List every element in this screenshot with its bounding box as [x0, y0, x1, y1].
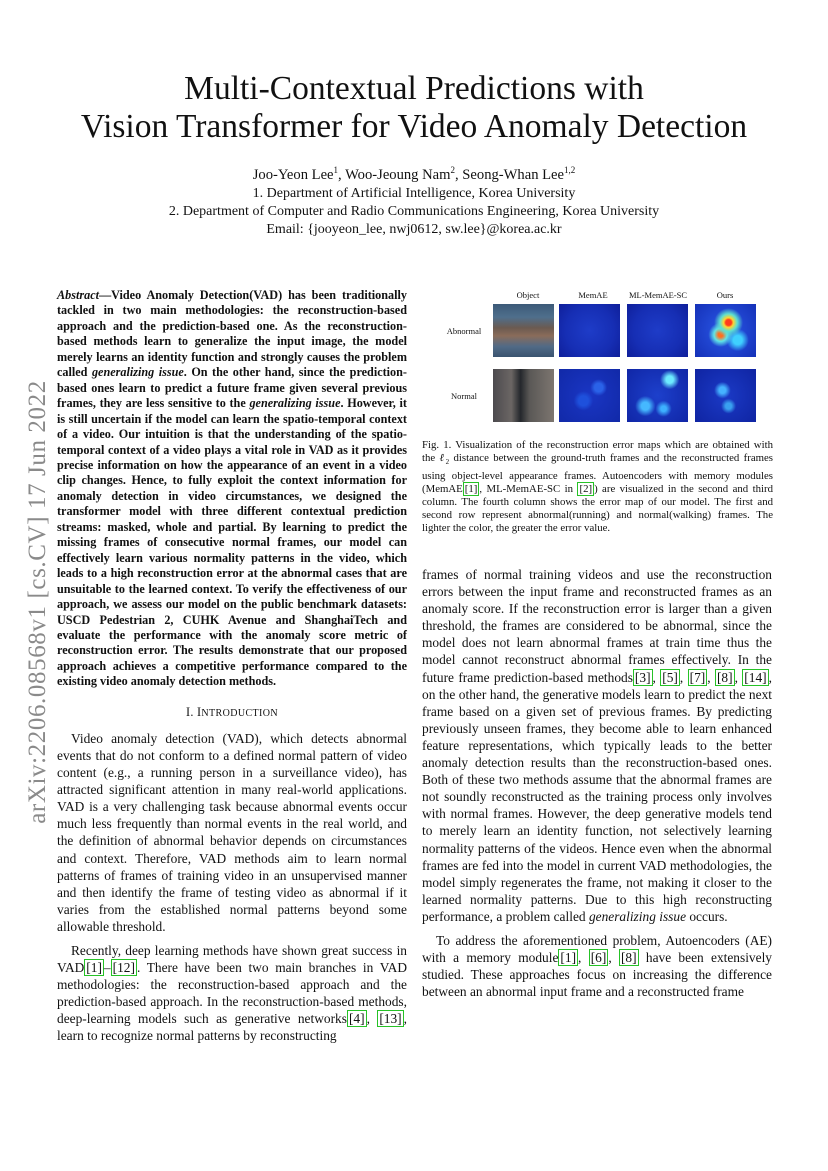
title-line-2: Vision Transformer for Video Anomaly Detection	[80, 108, 748, 145]
intro-paragraph-2: Recently, deep learning methods have shown great success in VAD [1] – [12] . There have been two main branches in VAD methodologies: the reconstruction-based approach and the prediction-based approach. In the reconstruction-based methods, deep-learning models such as generative networks [4] , [13] , learn to recognize normal patterns by reconstructing	[57, 943, 407, 1044]
body-text: occurs.	[686, 908, 728, 924]
abstract-emphasis-1: generalizing issue	[91, 365, 184, 380]
citation-link[interactable]: [5]	[662, 669, 678, 685]
figure-column-object: Object	[516, 290, 540, 300]
body-emphasis: generalizing issue	[588, 908, 687, 924]
citation-link[interactable]: [13]	[379, 1011, 402, 1027]
caption-math: ℓ	[439, 452, 446, 465]
citation-link[interactable]: [7]	[689, 669, 706, 685]
author-1: Joo-Yeon Lee	[252, 167, 334, 183]
intro-text: Recently, deep learning methods have shown great success in VAD	[57, 943, 407, 976]
intro-paragraph-1: Video anomaly detection (VAD), which detects abnormal events that do not conform to a defined normal pattern of video content (e.g., a running person in a surveillance video), has attracted significant attention in many real-world applications. VAD is a very challenging task because abnormal events occur much less frequently than normal events in the real world, and the definition of abnormal behavior depends on circumstances and context. Therefore, VAD methods aim to learn normal patterns of frames of training video in an unsupervised manner and then identify the frame of testing video as abnormal if it varies from the established normal patterns beyond some allowable threshold.	[57, 730, 407, 934]
figure-row-normal: Normal	[451, 391, 477, 401]
body-text: To address the aforementioned problem, Autoencoders (AE) with a memory module	[422, 932, 772, 966]
normal-object-image	[493, 369, 554, 422]
citation-link[interactable]: [2]	[579, 482, 593, 495]
arxiv-identifier[interactable]: arXiv:2206.08568v1 [cs.CV] 17 Jun 2022	[24, 380, 51, 824]
abnormal-ours-error-map	[695, 304, 756, 357]
normal-memae-error-map	[559, 369, 620, 422]
section-initial: I	[197, 704, 202, 719]
author-names: Joo-Yeon Lee$^1$, Woo-Jeoung Nam$^2$, Seong-Whan Lee$^{1,2}$	[252, 165, 576, 183]
abstract-emphasis-2: generalizing issue	[249, 396, 341, 411]
author-3-affil: 1,2	[564, 165, 576, 176]
author-1-affil: 1	[333, 165, 339, 176]
section-heading-introduction	[57, 704, 407, 722]
citation-link[interactable]: [4]	[348, 1011, 365, 1027]
intro-text: , learn to recognize normal patterns by reconstructing	[57, 1011, 407, 1044]
body-text: , on the other hand, the generative models learn to predict the next frame based on a given set of previous frames. By predicting previously unseen frames, they become able to learn enhanced feature representations, which typically leads to the better anomaly detection results than the reconstruction-based ones. Both of these two methods assume that the abnormal frames are not soundly reconstructed as the training process only involves with normal frames. However, the deep generative models tend to merely learn an identity function, not selectively learning normality patterns of the videos. Hence even when the abnormal frames are fed into the model in current VAD methodologies, the model simply regenerates the frame, not making it closer to the learned normality patterns. Due to this high reconstructing performance, a problem called	[422, 669, 772, 924]
abstract-text-1: —Video Anomaly Detection(VAD) has been traditionally tackled in two main methodologies: the reconstruction-based approach and the prediction-based one. As the reconstruction-based methods learn to generalize the input image, the model merely learns an identity function and strongly causes the problem called	[57, 288, 407, 380]
right-column	[422, 566, 772, 1000]
figure-column-ours: Ours	[716, 290, 734, 300]
affiliation-1: 1. Department of Artificial Intelligence, Korea University	[252, 186, 576, 201]
author-email: Email: {jooyeon_lee, nwj0612, sw.lee}@korea.ac.kr	[266, 222, 562, 237]
caption-text: , ML-MemAE-SC in	[479, 482, 578, 495]
caption-text: distance between the ground-truth frames and the reconstructed frames using object-level appearance frames. Autoencoders with memory modules (MemAE	[422, 452, 773, 495]
figure-column-memae: MemAE	[578, 290, 608, 300]
author-2: Woo-Jeoung Nam	[345, 167, 451, 183]
figure-column-mlmemae: ML-MemAE-SC	[628, 290, 688, 300]
figure-1-caption	[422, 439, 773, 536]
right-paragraph-1: frames of normal training videos and use the reconstruction errors between the input frame and reconstructed frames as an anomaly score. If the reconstruction error is larger than a given threshold, the frames are considered to be abnormal, since the model does not learn abnormal frames at train time thus the model cannot reconstruct abnormal frames effectively. In the future frame prediction-based methods [3] , [5] , [7] , [8] , [14] , on the other hand, the generative models learn to predict the next frame based on a given set of previous frames. By predicting previously unseen frames, they become able to learn enhanced feature representations, which typically leads to the better anomaly detection results than the reconstruction-based ones. Both of these two methods assume that the abnormal frames are not soundly reconstructed as the training process only involves with normal frames. However, the deep generative models tend to merely learn an identity function, not selectively learning normality patterns of the videos. Hence even when the abnormal frames are fed into the model in current VAD methodologies, the model simply regenerates the frame, not making it closer to the learned normality patterns. Due to this high reconstructing performance, a problem called generalizing issue occurs.	[422, 567, 772, 924]
citation-link[interactable]: [8]	[716, 669, 733, 685]
section-numeral: I.	[185, 704, 198, 719]
citation-link[interactable]: [3]	[634, 669, 651, 685]
author-2-affil: 2	[450, 165, 455, 176]
abnormal-memae-error-map	[559, 304, 620, 357]
paper-title	[40, 70, 788, 146]
right-paragraph-2: To address the aforementioned problem, Autoencoders (AE) with a memory module [1] , [6] , [8] have been extensively studied. These approaches focus on increasing the difference between an abnormal input frame and a reconstructed frame	[422, 932, 772, 1000]
left-column	[57, 288, 407, 1045]
figure-1	[440, 288, 770, 430]
citation-link[interactable]: [1]	[560, 950, 577, 966]
figure-row-abnormal: Abnormal	[446, 326, 482, 336]
abstract-text-3: . However, it is still uncertain if the model can learn the spatio-temporal context of a video. Our intuition is that the understanding of the spatio-temporal context of a video plays a vital role in VAD as it provides precise information on how the appearance of an event in a video clip changes. Hence, to fully exploit the context information for anomaly detection in video circumstances, we designed the transformer model with three different contextual prediction streams: masked, whole and partial. By learning to predict the missing frames of consecutive normal frames, our model can effectively learn various normality patterns in the video, which leads to a high reconstruction error at the abnormal cases that are unsuitable to the learned context. To verify the effectiveness of our approach, we assess our model on the public benchmark datasets: USCD Pedestrian 2, CUHK Avenue and ShanghaiTech and evaluate the performance with the anomaly score metric of reconstruction error. The results demonstrate that our proposed approach achieves a competitive performance compared to the existing video anomaly detection methods.	[57, 396, 407, 689]
abnormal-object-image	[493, 304, 554, 357]
author-3: Seong-Whan Lee	[462, 167, 565, 183]
affiliation-2: 2. Department of Computer and Radio Communications Engineering, Korea University	[168, 204, 660, 219]
title-line-1: Multi-Contextual Predictions with	[184, 70, 644, 107]
abnormal-mlmemae-error-map	[627, 304, 688, 357]
body-text: have been extensively studied. These approaches focus on increasing the difference between an abnormal input frame and a reconstructed frame	[422, 950, 772, 1000]
abstract-text-2: . On the other hand, since the prediction-based ones learn to predict a future frame given several previous frames, they are less sensitive to the	[57, 365, 407, 411]
citation-link[interactable]: [8]	[620, 950, 637, 966]
normal-mlmemae-error-map	[627, 369, 688, 422]
intro-text: . There have been two main branches in VAD methodologies: the reconstruction-based approach and the prediction-based approach. In the reconstruction-based methods, deep-learning models such as generative networks	[57, 960, 407, 1027]
citation-link[interactable]: [1]	[86, 960, 102, 976]
normal-ours-error-map	[695, 369, 756, 422]
abstract	[57, 288, 407, 690]
caption-math-subscript: 2	[445, 458, 450, 467]
caption-text: ) are visualized in the second and third column. The fourth column shows the error map of our model. The first and second row represent abnormal(running) and normal(walking) frames. The lighter the color, the greater the error value.	[422, 482, 773, 535]
citation-link[interactable]: [14]	[744, 669, 767, 685]
citation-link[interactable]: [12]	[112, 960, 135, 976]
author-block	[40, 166, 788, 239]
section-title-rest: NTRODUCTION	[201, 707, 279, 719]
citation-link[interactable]: [6]	[590, 950, 607, 966]
citation-link[interactable]: [1]	[464, 482, 478, 495]
caption-text: Fig. 1. Visualization of the reconstruction error maps which are obtained with the	[422, 439, 773, 465]
intro-text: ,	[366, 1011, 378, 1027]
abstract-label: Abstract	[57, 288, 99, 302]
body-text: frames of normal training videos and use the reconstruction errors between the input frame and reconstructed frames as an anomaly score. If the reconstruction error is larger than a given threshold, the frames are considered to be abnormal, since the model does not learn abnormal frames at train time thus the model cannot reconstruct abnormal frames effectively. In the future frame prediction-based methods	[422, 567, 772, 685]
